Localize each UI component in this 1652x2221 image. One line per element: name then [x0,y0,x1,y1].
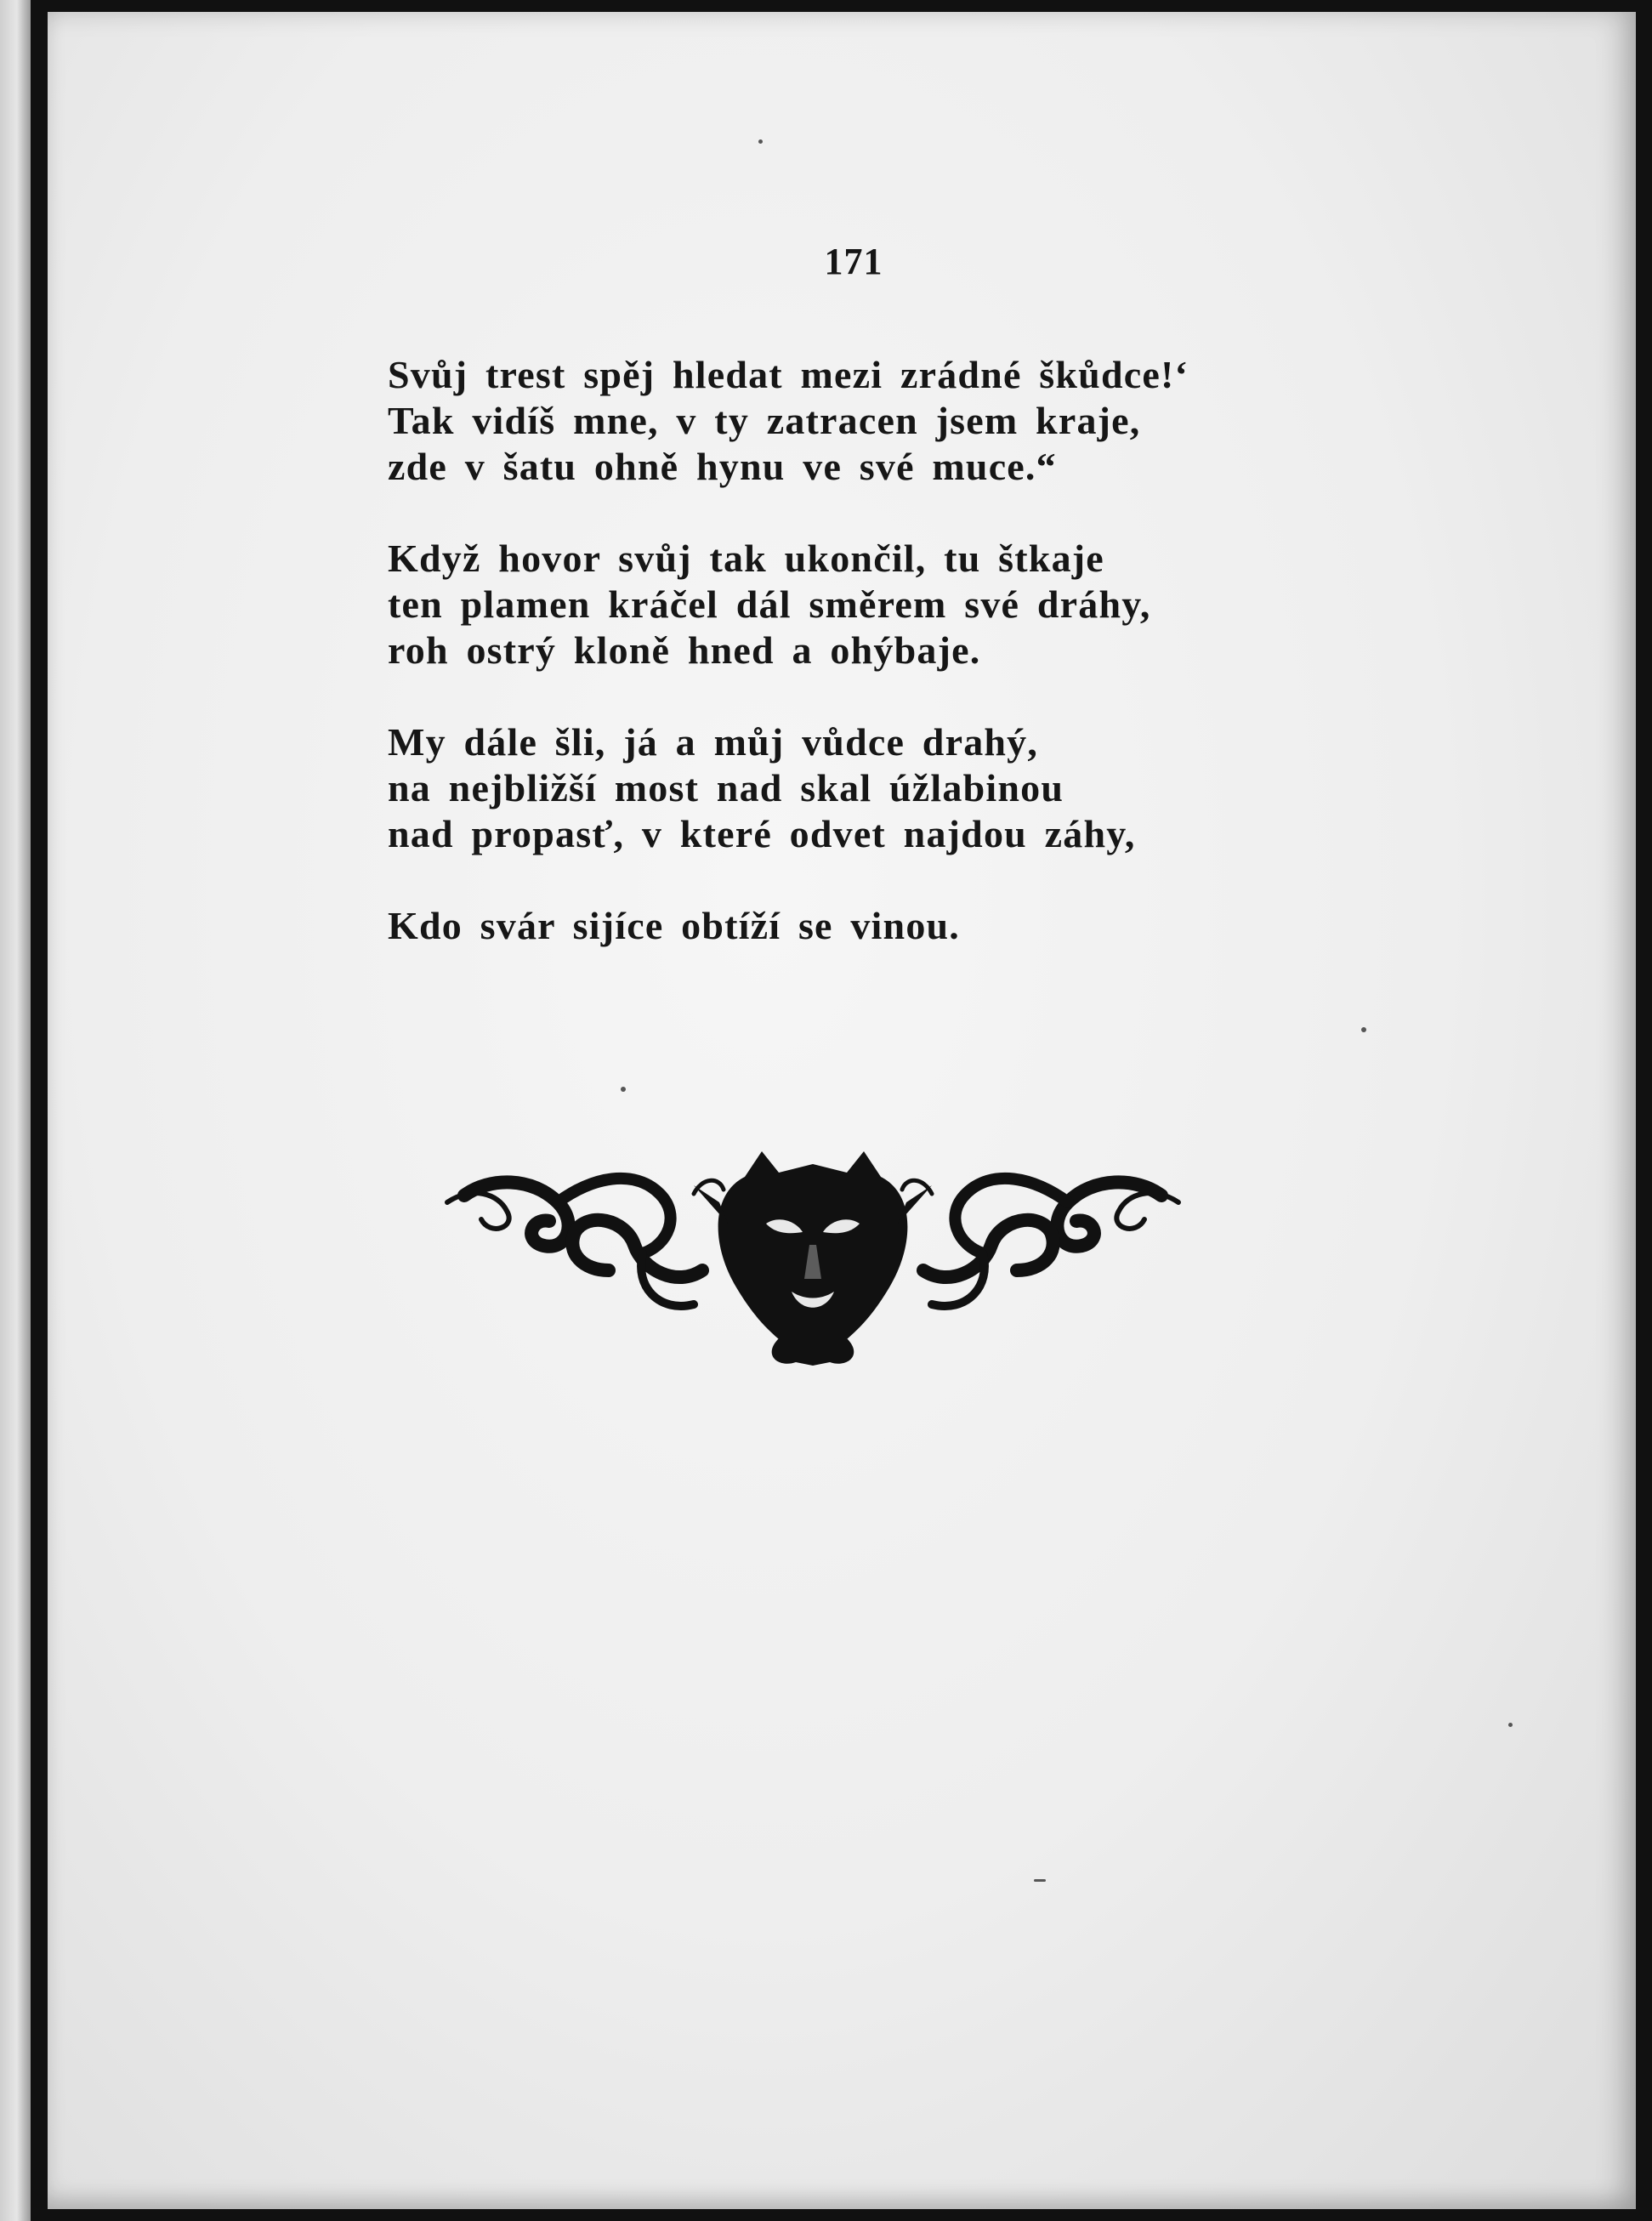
poem-line: ten plamen kráčel dál směrem své dráhy, [388,582,1151,626]
poem-line: zde v šatu ohně hynu ve své muce.“ [388,445,1057,488]
stanza [388,536,1323,673]
poem-line: Když hovor svůj tak ukončil, tu štkaje [388,537,1104,580]
stanza [388,719,1323,857]
paper-speck [621,1087,626,1092]
paper-speck [1508,1723,1513,1727]
poem-line: Kdo svár sijíce obtíží se vinou. [388,904,961,947]
stanza [388,903,1323,949]
paper-speck [758,139,763,144]
poem-text [388,352,1323,995]
poem-line: Tak vidíš mne, v ty zatracen jsem kraje, [388,399,1141,442]
paper-speck [1361,1027,1366,1032]
poem-line: Svůj trest spěj hledat mezi zrádné škůdce!‘ [388,353,1189,396]
poem-line: nad propasť, v které odvet najdou záhy, [388,812,1136,855]
previous-page-edge [0,0,31,2221]
poem-line: na nejbližší most nad skal úžlabinou [388,766,1064,809]
poem-line: My dále šli, já a můj vůdce drahý, [388,720,1039,764]
page-number: 171 [824,241,883,282]
poem-line: roh ostrý kloně hned a ohýbaje. [388,628,981,672]
paper-speck [1034,1879,1046,1882]
book-page [48,12,1636,2209]
stanza [388,352,1323,490]
demon-mask-vignette-icon [439,1143,1187,1372]
